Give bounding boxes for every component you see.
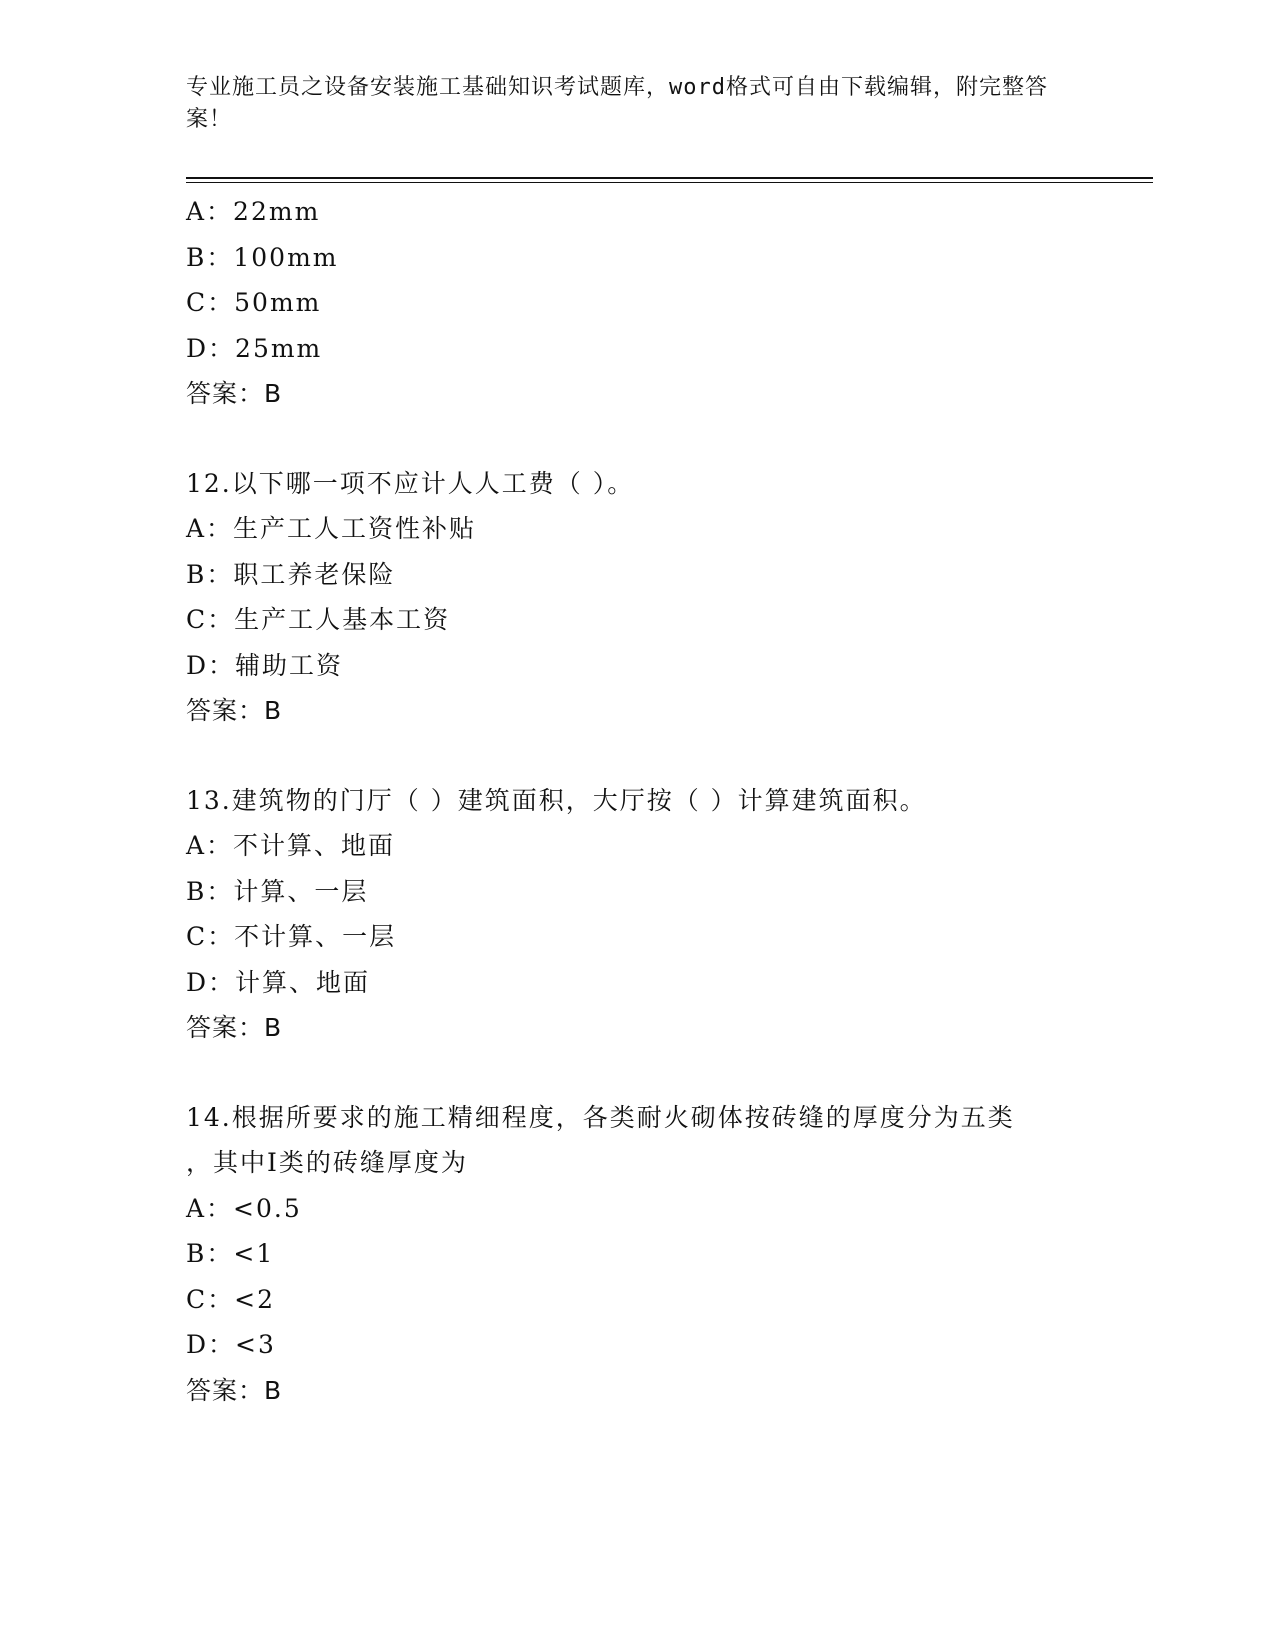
question-list: [186, 189, 1086, 1413]
option-c: C：50mm: [186, 288, 322, 317]
answer: 答案：B: [186, 696, 283, 725]
question-stem: 12.以下哪一项不应计人人工费（ ）。: [186, 468, 635, 498]
option-b: B：计算、一层: [186, 876, 369, 906]
answer: 答案：B: [186, 1013, 283, 1042]
option-d: D：25mm: [186, 333, 323, 363]
question-stem-continued: ，其中Ⅰ类的砖缝厚度为: [186, 1148, 468, 1177]
spacer: [186, 734, 1086, 778]
header-rule-thin: [186, 182, 1153, 183]
header-rule-thick: [186, 177, 1153, 179]
option-a: A：不计算、地面: [186, 831, 396, 860]
option-c: C：生产工人基本工资: [186, 605, 451, 634]
answer: 答案：B: [186, 379, 283, 408]
question-14: [186, 1095, 1086, 1414]
question-13: [186, 778, 1086, 1051]
option-a: A：<0.5: [186, 1193, 302, 1223]
answer: 答案：B: [186, 1375, 283, 1405]
option-a: A：22mm: [186, 197, 321, 226]
option-b: B：职工养老保险: [186, 559, 396, 589]
option-a: A：生产工人工资性补贴: [186, 514, 477, 543]
spacer: [186, 417, 1086, 461]
option-b: B：<1: [186, 1239, 275, 1268]
option-d: D：计算、地面: [186, 967, 371, 997]
option-d: D：辅助工资: [186, 650, 344, 680]
question-stem: 13.建筑物的门厅（ ）建筑面积，大厅按（ ）计算建筑面积。: [186, 785, 927, 815]
option-c: C：<2: [186, 1284, 275, 1314]
document-header: 专业施工员之设备安装施工基础知识考试题库，word格式可自由下载编辑，附完整答案！: [186, 75, 1048, 132]
spacer: [186, 1051, 1086, 1095]
option-c: C：不计算、一层: [186, 922, 397, 951]
question-12: [186, 461, 1086, 734]
option-b: B：100mm: [186, 242, 339, 272]
option-d: D：<3: [186, 1330, 276, 1359]
question-11: [186, 189, 1086, 417]
question-stem: 14.根据所要求的施工精细程度，各类耐火砌体按砖缝的厚度分为五类: [186, 1102, 1015, 1132]
